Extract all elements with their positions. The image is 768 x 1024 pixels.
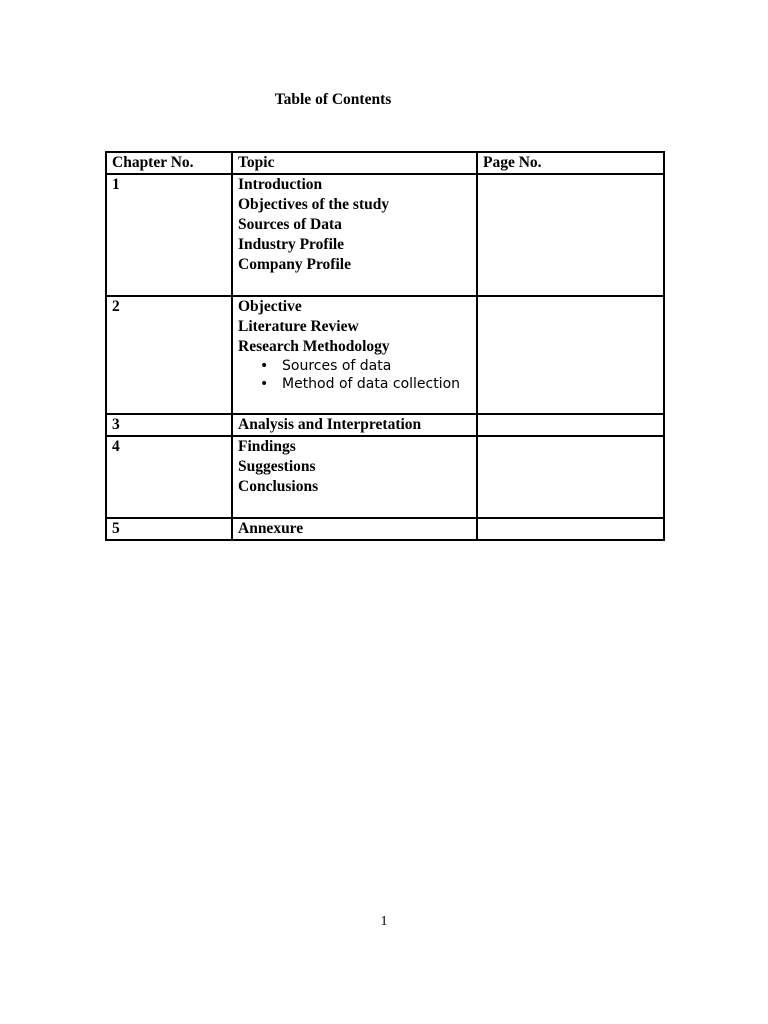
page-number: 1 bbox=[380, 914, 388, 929]
contents-table bbox=[105, 151, 665, 541]
page-number-cell bbox=[477, 296, 664, 414]
chapter-number: 2 bbox=[106, 296, 232, 414]
chapter-number: 5 bbox=[106, 518, 232, 540]
topic-item: Research Methodology bbox=[238, 338, 390, 355]
bullet-icon: • bbox=[260, 376, 269, 392]
table-row bbox=[106, 296, 664, 414]
column-header-page: Page No. bbox=[477, 152, 664, 174]
topic-item: Introduction bbox=[238, 176, 323, 193]
subtopic-item bbox=[260, 357, 471, 375]
topic-item: Sources of Data bbox=[238, 216, 342, 233]
chapter-number: 4 bbox=[106, 436, 232, 518]
topic-cell bbox=[232, 296, 477, 414]
column-header-chapter: Chapter No. bbox=[106, 152, 232, 174]
table-row bbox=[106, 414, 664, 436]
column-header-topic: Topic bbox=[232, 152, 477, 174]
chapter-number: 3 bbox=[106, 414, 232, 436]
chapter-number: 1 bbox=[106, 174, 232, 296]
subtopic-label: Method of data collection bbox=[282, 376, 461, 392]
topic-item: Literature Review bbox=[238, 318, 359, 335]
topic-item: Industry Profile bbox=[238, 236, 345, 253]
table-row bbox=[106, 174, 664, 296]
subtopic-item bbox=[260, 375, 471, 393]
topic-cell bbox=[232, 174, 477, 296]
page-number-cell bbox=[477, 436, 664, 518]
page-number-cell bbox=[477, 174, 664, 296]
page-title: Table of Contents bbox=[274, 91, 392, 108]
topic-item: Suggestions bbox=[238, 458, 316, 475]
topic-cell bbox=[232, 414, 477, 436]
topic-cell bbox=[232, 436, 477, 518]
topic-item: Company Profile bbox=[238, 256, 351, 273]
bullet-icon: • bbox=[260, 358, 269, 374]
topic-item: Objectives of the study bbox=[238, 196, 390, 213]
topic-item: Annexure bbox=[238, 520, 304, 537]
subtopic-label: Sources of data bbox=[282, 358, 392, 374]
page-number-cell bbox=[477, 414, 664, 436]
topic-item: Objective bbox=[238, 298, 302, 315]
subtopic-list bbox=[238, 357, 471, 393]
topic-item: Findings bbox=[238, 438, 296, 455]
topic-cell bbox=[232, 518, 477, 540]
table-header-row bbox=[106, 152, 664, 174]
topic-item: Conclusions bbox=[238, 478, 319, 495]
topic-item: Analysis and Interpretation bbox=[238, 416, 422, 433]
table-row bbox=[106, 518, 664, 540]
table-row bbox=[106, 436, 664, 518]
page-number-cell bbox=[477, 518, 664, 540]
